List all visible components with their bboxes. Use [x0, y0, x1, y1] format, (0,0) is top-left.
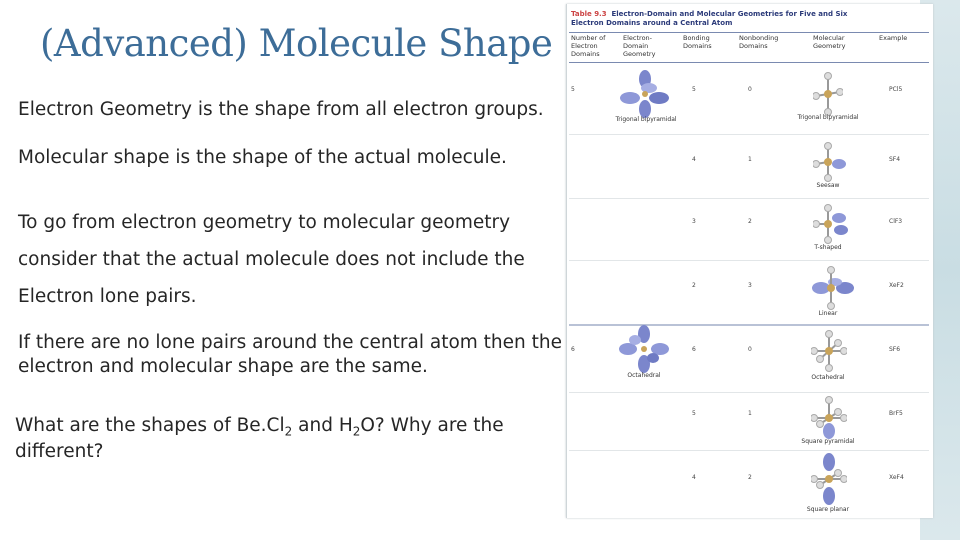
- row4-bonding: 2: [692, 282, 696, 289]
- paragraph-electron-geometry: Electron Geometry is the shape from all electron groups.: [18, 99, 544, 120]
- seesaw-mg-icon: [813, 142, 847, 182]
- table-subheader-rule: [569, 62, 929, 63]
- paragraph-molecular-shape: Molecular shape is the shape of the actual molecule.: [18, 147, 507, 168]
- row7-mg-label: Square planar: [806, 506, 850, 513]
- header-bonding-domains: Bonding Domains: [683, 34, 712, 50]
- row1-bonding: 5: [692, 86, 696, 93]
- header-molecular-geometry: Molecular Geometry: [813, 34, 846, 50]
- row3-bonding: 3: [692, 218, 696, 225]
- row2-nonbonding: 1: [748, 156, 752, 163]
- paragraph-no-lone-pairs: If there are no lone pairs around the central atom then the electron and molecular shape are the same.: [18, 332, 562, 378]
- square-planar-mg-icon: [811, 452, 847, 506]
- row4-nonbonding: 3: [748, 282, 752, 289]
- row4-mg-label: Linear: [818, 310, 838, 317]
- t-shaped-mg-icon: [813, 204, 849, 244]
- row5-mg-label: Octahedral: [811, 374, 845, 381]
- table-caption: Table 9.3 Electron-Domain and Molecular Geometries for Five and Six Electron Domains around a Central Atom: [571, 10, 848, 27]
- header-nonbonding-domains: Nonbonding Domains: [739, 34, 779, 50]
- row6-mg-label: Square pyramidal: [801, 438, 855, 445]
- row3-example: ClF3: [889, 218, 903, 225]
- slide-title: (Advanced) Molecule Shape: [40, 22, 553, 65]
- row5-example: SF6: [889, 346, 901, 353]
- trigonal-bipyramidal-edg-icon: [617, 70, 673, 118]
- row1-edg-label: Trigonal bipyramidal: [615, 116, 677, 123]
- octahedral-edg-icon: [617, 324, 671, 374]
- row1-domains: 5: [571, 86, 575, 93]
- row6-bonding: 5: [692, 410, 696, 417]
- row2-mg-label: Seesaw: [816, 182, 840, 189]
- row5-nonbonding: 0: [748, 346, 752, 353]
- geometry-table-image: [566, 4, 933, 518]
- row2-bonding: 4: [692, 156, 696, 163]
- row7-example: XeF4: [889, 474, 904, 481]
- paragraph-geometry-conversion: To go from electron geometry to molecular geometry consider that the actual molecule does not include the Electron lone pairs.: [18, 212, 525, 307]
- row2-example: SF4: [889, 156, 901, 163]
- header-electron-domain-geometry: Electron-Domain Geometry: [623, 34, 656, 58]
- row1-mg-label: Trigonal bipyramidal: [797, 114, 859, 121]
- paragraph-question: What are the shapes of $Be.Cl_2$ and $H_2O$? Why are the different?: [15, 415, 504, 463]
- header-electron-domains: Number of Electron Domains: [571, 34, 606, 58]
- row7-bonding: 4: [692, 474, 696, 481]
- row6-nonbonding: 1: [748, 410, 752, 417]
- header-example: Example: [879, 34, 908, 42]
- row5-bonding: 6: [692, 346, 696, 353]
- linear-mg-icon: [811, 266, 855, 310]
- trigonal-bipyramidal-mg-icon: [813, 72, 843, 116]
- row7-nonbonding: 2: [748, 474, 752, 481]
- table-header-rule: [569, 32, 929, 33]
- row1-example: PCl5: [889, 86, 903, 93]
- square-pyramidal-mg-icon: [811, 396, 847, 440]
- row4-example: XeF2: [889, 282, 904, 289]
- row5-domains: 6: [571, 346, 575, 353]
- row1-nonbonding: 0: [748, 86, 752, 93]
- row5-edg-label: Octahedral: [627, 372, 661, 379]
- octahedral-mg-icon: [811, 330, 847, 372]
- row3-mg-label: T-shaped: [814, 244, 842, 251]
- row6-example: BrF5: [889, 410, 903, 417]
- row3-nonbonding: 2: [748, 218, 752, 225]
